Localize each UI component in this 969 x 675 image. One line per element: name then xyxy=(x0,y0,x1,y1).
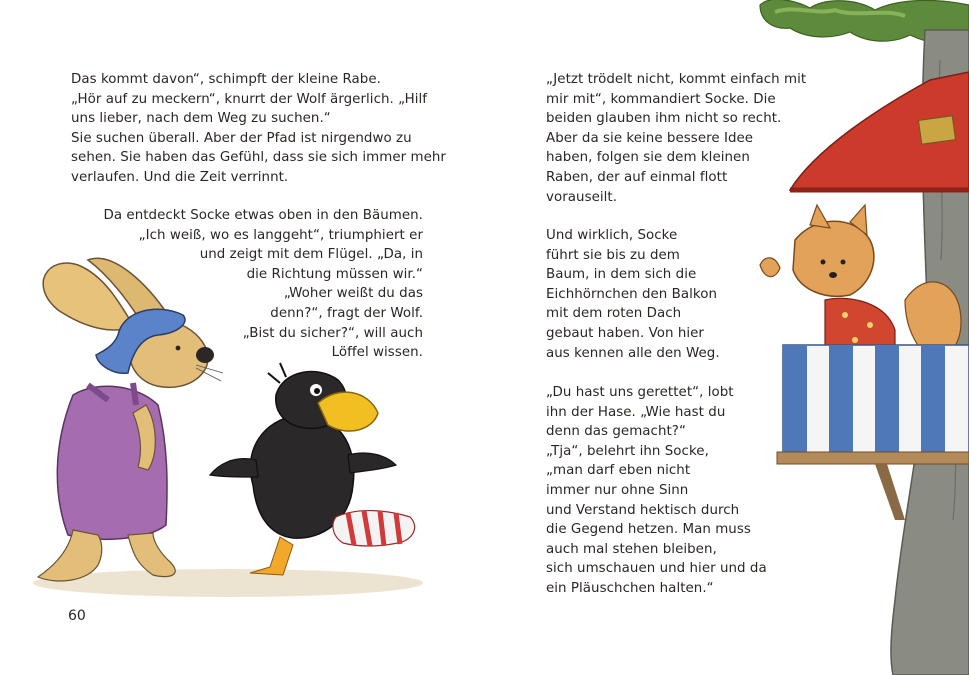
text-line: „Hör auf zu meckern“, knurrt der Wolf ärgerlich. „Hilf xyxy=(71,91,428,107)
text-line: Sie suchen überall. Aber der Pfad ist nirgendwo zu xyxy=(71,130,412,146)
right-paragraph-3 xyxy=(546,383,767,599)
text-line: „Bist du sicher?“, will auch xyxy=(242,325,423,341)
text-line: Löffel wissen. xyxy=(331,345,423,361)
text-line: vorauseilt. xyxy=(546,189,618,205)
text-line: und zeigt mit dem Flügel. „Da, in xyxy=(199,247,423,263)
text-line: die Gegend hetzen. Man muss xyxy=(546,522,751,538)
text-line: sehen. Sie haben das Gefühl, dass sie sich immer mehr xyxy=(71,150,446,166)
text-line: immer nur ohne Sinn xyxy=(546,482,689,498)
text-line: „Du hast uns gerettet“, lobt xyxy=(546,385,734,400)
striped-sock-icon xyxy=(333,511,415,546)
text-line: sich umschauen und hier und da xyxy=(546,561,767,577)
roof-patch xyxy=(918,116,955,144)
text-line: Baum, in dem sich die xyxy=(546,267,697,283)
text-line: ein Pläuschchen halten.“ xyxy=(546,580,714,596)
text-line: denn das gemacht?“ xyxy=(546,424,686,440)
rabbit-and-raven-illustration xyxy=(18,255,428,605)
rabbit-illustration xyxy=(38,258,223,581)
text-line: Raben, der auf einmal flott xyxy=(546,169,728,185)
text-line: mir mit“, kommandiert Socke. Die xyxy=(546,91,776,107)
text-line: gebaut haben. Von hier xyxy=(546,325,704,341)
text-line: denn?“, fragt der Wolf. xyxy=(270,305,423,321)
page-number: 60 xyxy=(68,608,86,624)
ground-shadow xyxy=(33,569,423,597)
text-line: ihn der Hase. „Wie hast du xyxy=(546,404,726,420)
text-line: „Tja“, belehrt ihn Socke, xyxy=(546,443,709,459)
text-line: aus kennen alle den Weg. xyxy=(546,345,720,361)
text-line: Aber da sie keine bessere Idee xyxy=(546,130,754,146)
text-line: führt sie bis zu dem xyxy=(546,247,680,263)
raven-illustration xyxy=(210,363,415,575)
text-line: verlaufen. Und die Zeit verrinnt. xyxy=(71,169,289,185)
text-line: haben, folgen sie dem kleinen xyxy=(546,150,750,166)
text-line: uns lieber, nach dem Weg zu suchen.“ xyxy=(71,111,331,127)
text-line: mit dem roten Dach xyxy=(546,306,682,322)
text-line: Da entdeckt Socke etwas oben in den Bäumen. xyxy=(103,208,423,223)
left-paragraph-1 xyxy=(71,70,446,188)
text-line: Und wirklich, Socke xyxy=(546,228,678,243)
text-line: auch mal stehen bleiben, xyxy=(546,541,717,557)
text-line: Das kommt davon“, schimpft der kleine Rabe. xyxy=(71,72,381,87)
text-line: Eichhörnchen den Balkon xyxy=(546,286,717,302)
text-line: und Verstand hektisch durch xyxy=(546,502,740,518)
text-line: beiden glauben ihm nicht so recht. xyxy=(546,111,782,127)
text-line: „Woher weißt du das xyxy=(283,286,423,302)
text-line: „Ich weiß, wo es langgeht“, triumphiert er xyxy=(138,227,423,243)
right-paragraph-2 xyxy=(546,226,720,363)
text-line: „man darf eben nicht xyxy=(546,463,691,479)
text-line: die Richtung müssen wir.“ xyxy=(246,266,423,282)
text-line: „Jetzt trödelt nicht, kommt einfach mit xyxy=(546,72,807,87)
treehouse-illustration xyxy=(755,0,969,675)
